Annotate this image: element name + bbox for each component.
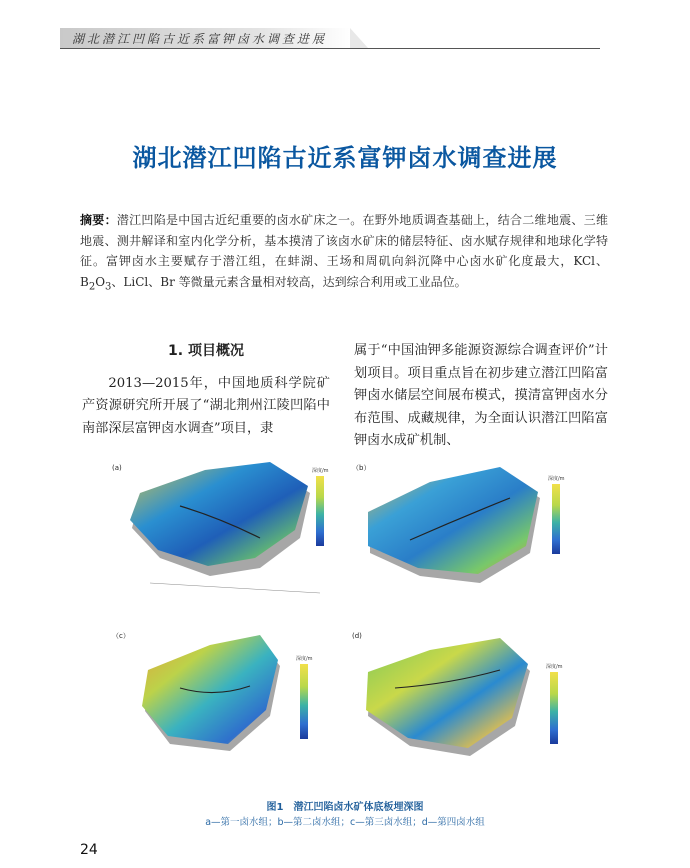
panel-label-a: (a) bbox=[112, 464, 122, 472]
depth-map-d bbox=[350, 626, 580, 786]
abstract-sub-2: 3 bbox=[105, 280, 112, 292]
legend-title-d: 深度/m bbox=[546, 664, 563, 670]
figure-caption: 图1 潜江凹陷卤水矿体底板埋深图 bbox=[266, 802, 424, 813]
running-header-label: 湖北潜江凹陷古近系富钾卤水调查进展 bbox=[72, 32, 328, 46]
map-panel-a bbox=[110, 458, 340, 618]
panel-label-b: （b） bbox=[352, 464, 371, 472]
map-panel-c bbox=[110, 626, 340, 786]
map-panel-b bbox=[350, 458, 580, 618]
terrain-surface-c bbox=[142, 635, 278, 744]
depth-map-a bbox=[110, 458, 340, 618]
map-panel-d bbox=[350, 626, 580, 786]
column-left bbox=[82, 338, 330, 440]
color-legend-c bbox=[300, 664, 308, 739]
abstract-text-2: 、LiCl、Br 等微量元素含量相对较高，达到综合利用或工业品位。 bbox=[111, 274, 467, 289]
panel-label-d: (d) bbox=[352, 632, 362, 640]
legend-title-a: 深度/m bbox=[312, 468, 329, 474]
column-right bbox=[354, 340, 608, 453]
figure-subcaption: a—第一卤水组；b—第二卤水组；c—第三卤水组；d—第四卤水组 bbox=[205, 817, 485, 828]
paragraph-right: 属于“中国油钾多能源资源综合调查评价”计划项目。项目重点旨在初步建立潜江凹陷富钾卤水储层空间展布模式，摸清富钾卤水分布范围、成藏规律，为全面认识潜江凹陷富钾卤水成矿机制、 bbox=[354, 343, 608, 448]
paragraph-left: 2013—2015年，中国地质科学院矿产资源研究所开展了“湖北荆州江陵凹陷中南部深层富钾卤水调查”项目，隶 bbox=[82, 375, 330, 436]
page-number: 24 bbox=[80, 842, 98, 858]
abstract bbox=[80, 210, 608, 297]
color-legend-d bbox=[550, 672, 558, 744]
running-header bbox=[60, 28, 600, 48]
depth-map-c bbox=[110, 626, 340, 786]
section-heading: 1. 项目概况 bbox=[168, 343, 244, 359]
depth-map-b bbox=[350, 458, 580, 618]
legend-title-b: 深度/m bbox=[548, 476, 565, 482]
figure-1 bbox=[110, 458, 580, 788]
color-legend-b bbox=[552, 484, 560, 554]
abstract-text-mid: O bbox=[95, 274, 106, 289]
color-legend-a bbox=[316, 476, 324, 546]
abstract-sub-1: 2 bbox=[88, 280, 96, 292]
abstract-text-1: 潜江凹陷是中国古近纪重要的卤水矿床之一。在野外地质调查基础上，结合二维地震、三维地震、测井解译和室内化学分析，基本摸清了该卤水矿床的储层特征、卤水赋存规律和地球化学特征。富钾卤水主要赋存于潜江组，在蚌湖、王场和周矶向斜沉降中心卤水矿化度最大，KCl、B bbox=[80, 213, 608, 289]
abstract-label: 摘要： bbox=[80, 213, 117, 227]
axis-ticks-a bbox=[150, 583, 320, 593]
legend-title-c: 深度/m bbox=[296, 656, 313, 662]
running-header-rule bbox=[60, 48, 600, 49]
panel-label-c: （c） bbox=[112, 632, 130, 640]
article-title: 湖北潜江凹陷古近系富钾卤水调查进展 bbox=[132, 144, 558, 172]
